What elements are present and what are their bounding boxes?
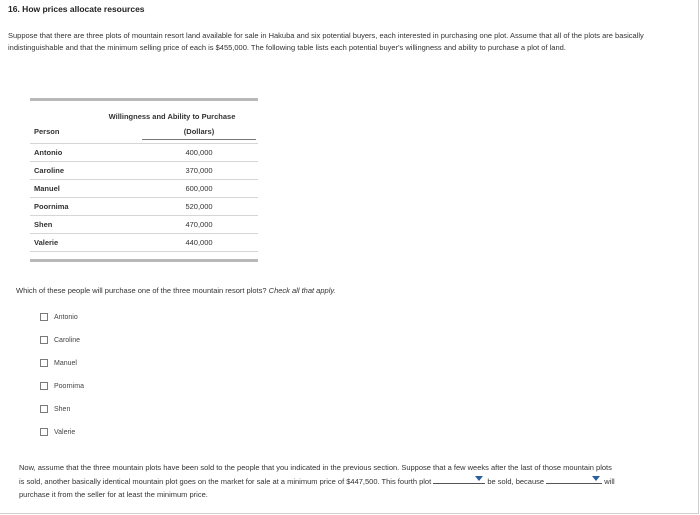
prompt-text: Which of these people will purchase one of the three mountain resort plots? (16, 286, 269, 295)
row-value: 440,000 (185, 238, 213, 247)
table-row (30, 162, 258, 180)
row-value: 470,000 (185, 220, 213, 229)
option-caroline[interactable] (40, 334, 80, 346)
option-label: Valerie (54, 428, 76, 436)
option-label: Caroline (54, 336, 81, 344)
option-label: Shen (54, 405, 71, 413)
row-value: 370,000 (185, 166, 213, 175)
checkbox[interactable] (40, 336, 48, 344)
followup-text-1: Now, assume that the three mountain plots have been sold to the people that you indicated in the previous section. Suppose that a few weeks after the last of those mountain plots is sold, another basically identical mountain plot goes on the market for sale at a minimum price of $447,500. This fourth plot (19, 463, 612, 486)
option-manuel[interactable] (40, 357, 77, 369)
option-shen[interactable] (40, 403, 70, 415)
table-top-rule (30, 98, 258, 101)
checkbox[interactable] (40, 313, 48, 321)
followup-text-2: be sold, because (485, 477, 547, 486)
checkbox[interactable] (40, 359, 48, 367)
row-person: Shen (34, 220, 53, 229)
table-row (30, 216, 258, 234)
buyer-dropdown[interactable] (546, 474, 602, 484)
prompt-hint: Check all that apply. (268, 286, 336, 295)
checkbox[interactable] (40, 405, 48, 413)
buyers-table (30, 98, 258, 262)
option-poornima[interactable] (40, 380, 84, 392)
table-group-header: Willingness and Ability to Purchase (108, 112, 236, 121)
option-antonio[interactable] (40, 311, 78, 323)
checkbox[interactable] (40, 428, 48, 436)
sold-dropdown[interactable] (433, 474, 485, 484)
table-col-person: Person (34, 127, 60, 136)
row-person: Manuel (34, 184, 60, 193)
checkbox[interactable] (40, 382, 48, 390)
option-valerie[interactable] (40, 426, 75, 438)
question-title: 16. How prices allocate resources (8, 4, 145, 14)
row-person: Antonio (34, 148, 63, 157)
row-value: 600,000 (185, 184, 213, 193)
row-person: Valerie (34, 238, 59, 247)
table-row (30, 180, 258, 198)
table-header-underline (142, 139, 256, 140)
question-intro: Suppose that there are three plots of mountain resort land available for sale in Hakuba and six potential buyers, each interested in purchasing one plot. Assume that all of the plots are basically indistinguishable and that the minimum selling price of each is $455,000. The following table lists each potential buyer's willingness and ability to purchase a plot of land. (8, 31, 644, 52)
followup-paragraph (19, 461, 619, 501)
followup-text-3: will purchase it from the seller for at least the minimum price. (19, 477, 615, 499)
option-label: Poornima (54, 382, 84, 390)
row-value: 520,000 (185, 202, 213, 211)
chevron-down-icon (592, 476, 600, 481)
table-header (30, 107, 258, 137)
table-row (30, 144, 258, 162)
row-person: Poornima (34, 202, 69, 211)
option-label: Manuel (54, 359, 77, 367)
table-body (30, 143, 258, 252)
chevron-down-icon (475, 476, 483, 481)
table-col-units: (Dollars) (183, 127, 215, 136)
option-label: Antonio (54, 313, 78, 321)
row-value: 400,000 (185, 148, 213, 157)
table-row (30, 234, 258, 252)
checkbox-prompt (16, 286, 336, 295)
table-row (30, 198, 258, 216)
table-bottom-rule (30, 259, 258, 262)
row-person: Caroline (34, 166, 65, 175)
